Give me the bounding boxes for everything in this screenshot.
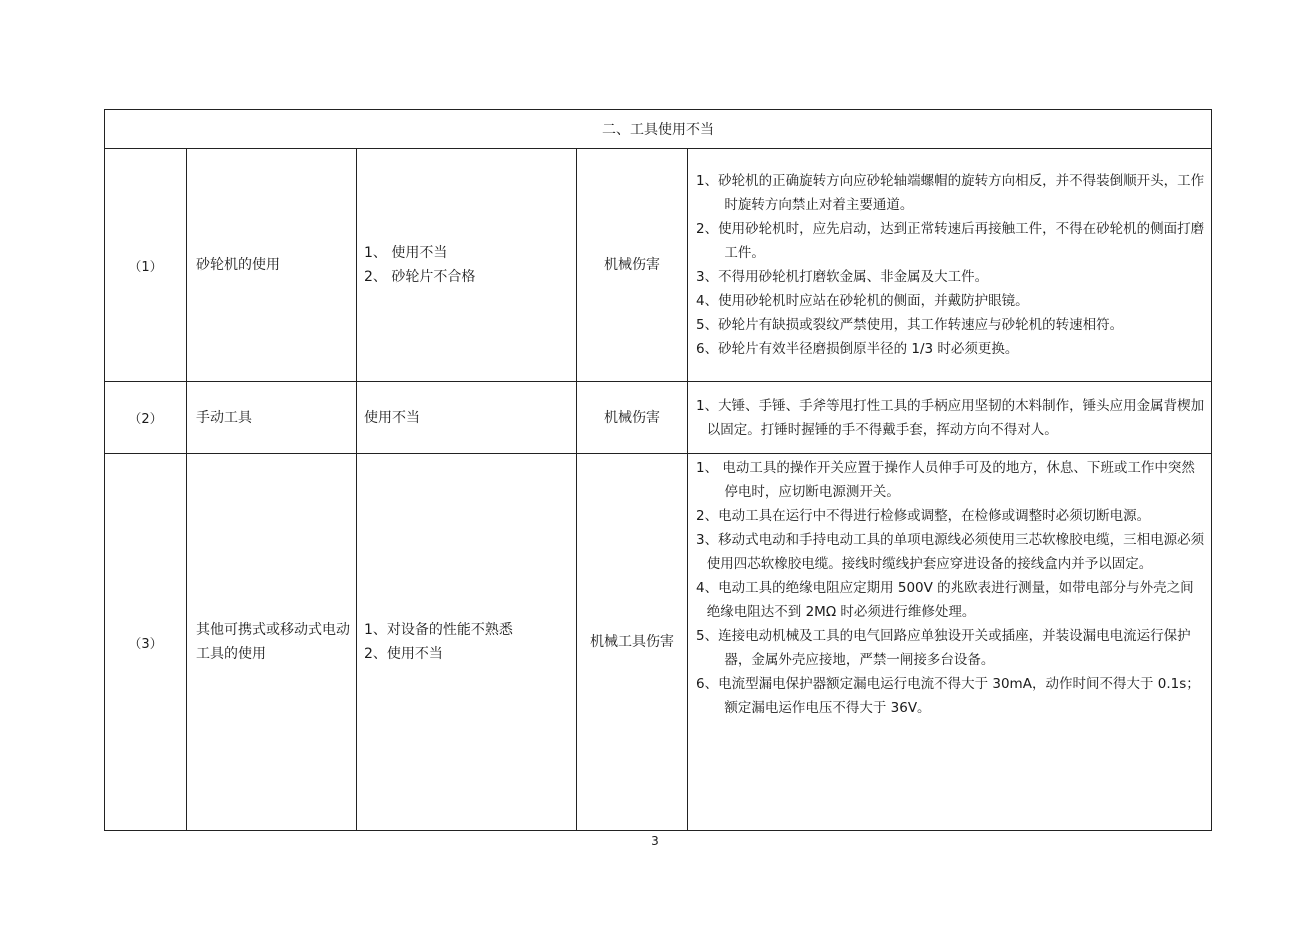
measure-line: 5、砂轮片有缺损或裂纹严禁使用，其工作转速应与砂轮机的转速相符。 — [696, 317, 1124, 333]
table-row — [105, 382, 1212, 454]
row-measures — [688, 382, 1212, 454]
measure-line: 6、砂轮片有效半径磨损倒原半径的 1/3 时必须更换。 — [696, 341, 1019, 357]
row-causes — [357, 454, 577, 831]
measure-line: 1、 电动工具的操作开关应置于操作人员伸手可及的地方，休息、下班或工作中突然停电时，应切断电源测开关。 — [696, 460, 1195, 500]
section-title: 二、工具使用不当 — [105, 110, 1212, 149]
measure-line: 3、移动式电动和手持电动工具的单项电源线必须使用三芯软橡胶电缆，三相电源必须使用四芯软橡胶电缆。接线时缆线护套应穿进设备的接线盒内并予以固定。 — [696, 532, 1205, 572]
page-number: 3 — [651, 834, 659, 848]
cause-line: 1、 使用不当 — [364, 245, 448, 261]
measure-line: 2、使用砂轮机时，应先启动，达到正常转速后再接触工件，不得在砂轮机的侧面打磨工件。 — [696, 221, 1205, 261]
cause-line: 2、 砂轮片不合格 — [364, 269, 476, 285]
row-causes — [357, 149, 577, 382]
measure-line: 3、不得用砂轮机打磨软金属、非金属及大工件。 — [696, 269, 989, 285]
measure-line: 4、使用砂轮机时应站在砂轮机的侧面，并戴防护眼镜。 — [696, 293, 1029, 309]
cause-line: 使用不当 — [364, 409, 420, 426]
cause-line: 2、使用不当 — [364, 646, 443, 662]
measure-line: 1、大锤、手锤、手斧等甩打性工具的手柄应用坚韧的木料制作，锤头应用金属背楔加以固定。打锤时握锤的手不得戴手套，挥动方向不得对人。 — [696, 397, 1205, 438]
measure-line: 6、电流型漏电保护器额定漏电运行电流不得大于 30mA，动作时间不得大于 0.1s；额定漏电运作电压不得大于 36V。 — [696, 676, 1200, 716]
table-row — [105, 454, 1212, 831]
row-harm: 机械伤害 — [577, 149, 688, 382]
section-header-row — [105, 110, 1212, 149]
row-item: 其他可携式或移动式电动工具的使用 — [187, 454, 357, 831]
row-measures — [688, 149, 1212, 382]
row-item: 手动工具 — [187, 382, 357, 454]
row-index: （2） — [105, 382, 187, 454]
row-measures — [688, 454, 1212, 831]
row-index: （3） — [105, 454, 187, 831]
row-harm: 机械工具伤害 — [577, 454, 688, 831]
cause-line: 1、对设备的性能不熟悉 — [364, 622, 513, 638]
measure-line: 4、电动工具的绝缘电阻应定期用 500V 的兆欧表进行测量，如带电部分与外壳之间绝缘电阻达不到 2MΩ 时必须进行维修处理。 — [696, 580, 1194, 620]
measure-line: 2、电动工具在运行中不得进行检修或调整，在检修或调整时必须切断电源。 — [696, 508, 1151, 524]
measure-line: 1、砂轮机的正确旋转方向应砂轮轴端螺帽的旋转方向相反，并不得装倒顺开头，工作时旋转方向禁止对着主要通道。 — [696, 173, 1205, 213]
table-row — [105, 149, 1212, 382]
row-index: （1） — [105, 149, 187, 382]
row-item: 砂轮机的使用 — [187, 149, 357, 382]
row-causes — [357, 382, 577, 454]
row-harm: 机械伤害 — [577, 382, 688, 454]
measure-line: 5、连接电动机械及工具的电气回路应单独设开关或插座，并装设漏电电流运行保护器，金属外壳应接地，严禁一闸接多台设备。 — [696, 628, 1191, 668]
hazard-table — [104, 109, 1212, 831]
